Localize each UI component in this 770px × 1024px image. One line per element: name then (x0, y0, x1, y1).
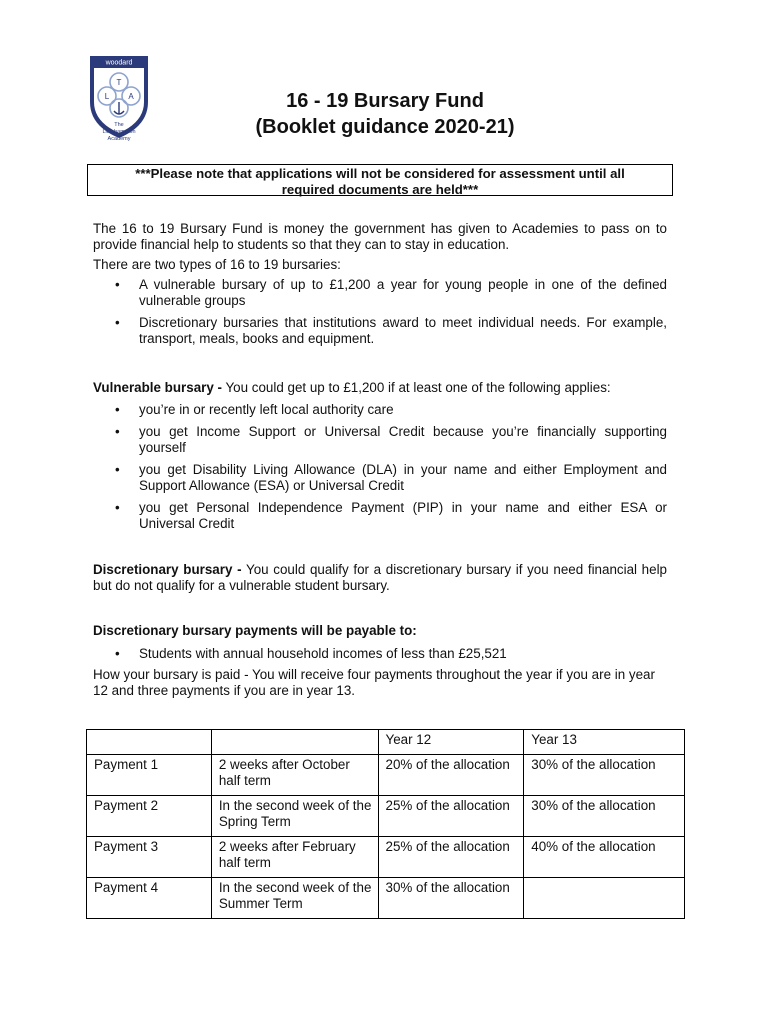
table-row (87, 796, 685, 837)
list-item: • you get Personal Independence Payment (PIP) in your name and either ESA or Universal Credit (93, 500, 667, 532)
table-cell: 30% of the allocation (524, 755, 685, 796)
list-item: • Discretionary bursaries that institutions award to meet individual needs. For example, transport, meals, books and equipment. (93, 315, 667, 347)
logo-school-line3: Academy (107, 136, 131, 142)
table-cell: 30% of the allocation (378, 878, 524, 919)
how-paid-paragraph: How your bursary is paid - You will receive four payments throughout the year if you are in year 12 and three payments if you are in year 13. (93, 667, 655, 698)
payments-heading: Discretionary bursary payments will be payable to: (93, 623, 417, 638)
table-cell: 40% of the allocation (524, 837, 685, 878)
table-header-cell (211, 730, 378, 755)
vulnerable-section (93, 380, 667, 532)
discretionary-paragraph (93, 562, 667, 594)
table-header-cell: Year 13 (524, 730, 685, 755)
logo-school-line2: Littlehampton (102, 129, 136, 135)
table-header-row (87, 730, 685, 755)
table-cell: In the second week of the Spring Term (211, 796, 378, 837)
list-item: • you get Income Support or Universal Credit because you’re financially supporting yourself (93, 424, 667, 456)
payments-list (93, 646, 667, 662)
table-row (87, 755, 685, 796)
bursary-types-list (93, 277, 667, 347)
logo-letter-l: L (104, 92, 110, 101)
vulnerable-list (93, 402, 667, 532)
vulnerable-intro (93, 380, 667, 396)
notice-line-1: ***Please note that applications will not be considered for assessment until all (135, 166, 625, 181)
table-row (87, 837, 685, 878)
discretionary-text: You could qualify for a discretionary bursary if you need financial help but do not qualify for a vulnerable student bursary. (93, 562, 667, 593)
table-cell: 25% of the allocation (378, 796, 524, 837)
payments-section (93, 623, 667, 699)
list-item: • you get Disability Living Allowance (DLA) in your name and either Employment and Support Allowance (ESA) or Universal Credit (93, 462, 667, 494)
payment-table (86, 729, 685, 919)
vulnerable-text: You could get up to £1,200 if at least one of the following applies: (222, 380, 611, 395)
logo-brand: woodard (105, 59, 133, 67)
logo-letter-t: T (116, 78, 122, 87)
logo-school-line1: The (114, 122, 124, 128)
intro-paragraph: The 16 to 19 Bursary Fund is money the government has given to Academies to pass on to provide financial help to students so that they can to stay in education. (93, 221, 667, 252)
page-title (0, 88, 770, 140)
list-item: • Students with annual household incomes of less than £25,521 (93, 646, 667, 662)
table-cell: 2 weeks after October half term (211, 755, 378, 796)
table-cell: Payment 4 (87, 878, 212, 919)
list-item: • A vulnerable bursary of up to £1,200 a year for young people in one of the defined vulnerable groups (93, 277, 667, 309)
table-header-cell: Year 12 (378, 730, 524, 755)
list-item: • you’re in or recently left local authority care (93, 402, 667, 418)
title-line-1: 16 - 19 Bursary Fund (286, 90, 484, 112)
table-row (87, 878, 685, 919)
types-intro: There are two types of 16 to 19 bursaries: (93, 257, 341, 272)
table-cell: 30% of the allocation (524, 796, 685, 837)
vulnerable-heading: Vulnerable bursary - (93, 380, 222, 395)
table-cell: Payment 1 (87, 755, 212, 796)
discretionary-heading: Discretionary bursary - (93, 562, 242, 577)
table-cell: 20% of the allocation (378, 755, 524, 796)
table-cell: In the second week of the Summer Term (211, 878, 378, 919)
notice-box (87, 164, 673, 196)
table-cell: Payment 3 (87, 837, 212, 878)
notice-line-2: required documents are held*** (281, 182, 479, 197)
logo-letter-a: A (128, 92, 134, 101)
table-cell: 25% of the allocation (378, 837, 524, 878)
table-cell: Payment 2 (87, 796, 212, 837)
discretionary-section (93, 562, 667, 594)
table-cell: 2 weeks after February half term (211, 837, 378, 878)
table-cell (524, 878, 685, 919)
table-header-cell (87, 730, 212, 755)
intro-section (93, 221, 667, 347)
title-line-2: (Booklet guidance 2020-21) (255, 116, 515, 138)
